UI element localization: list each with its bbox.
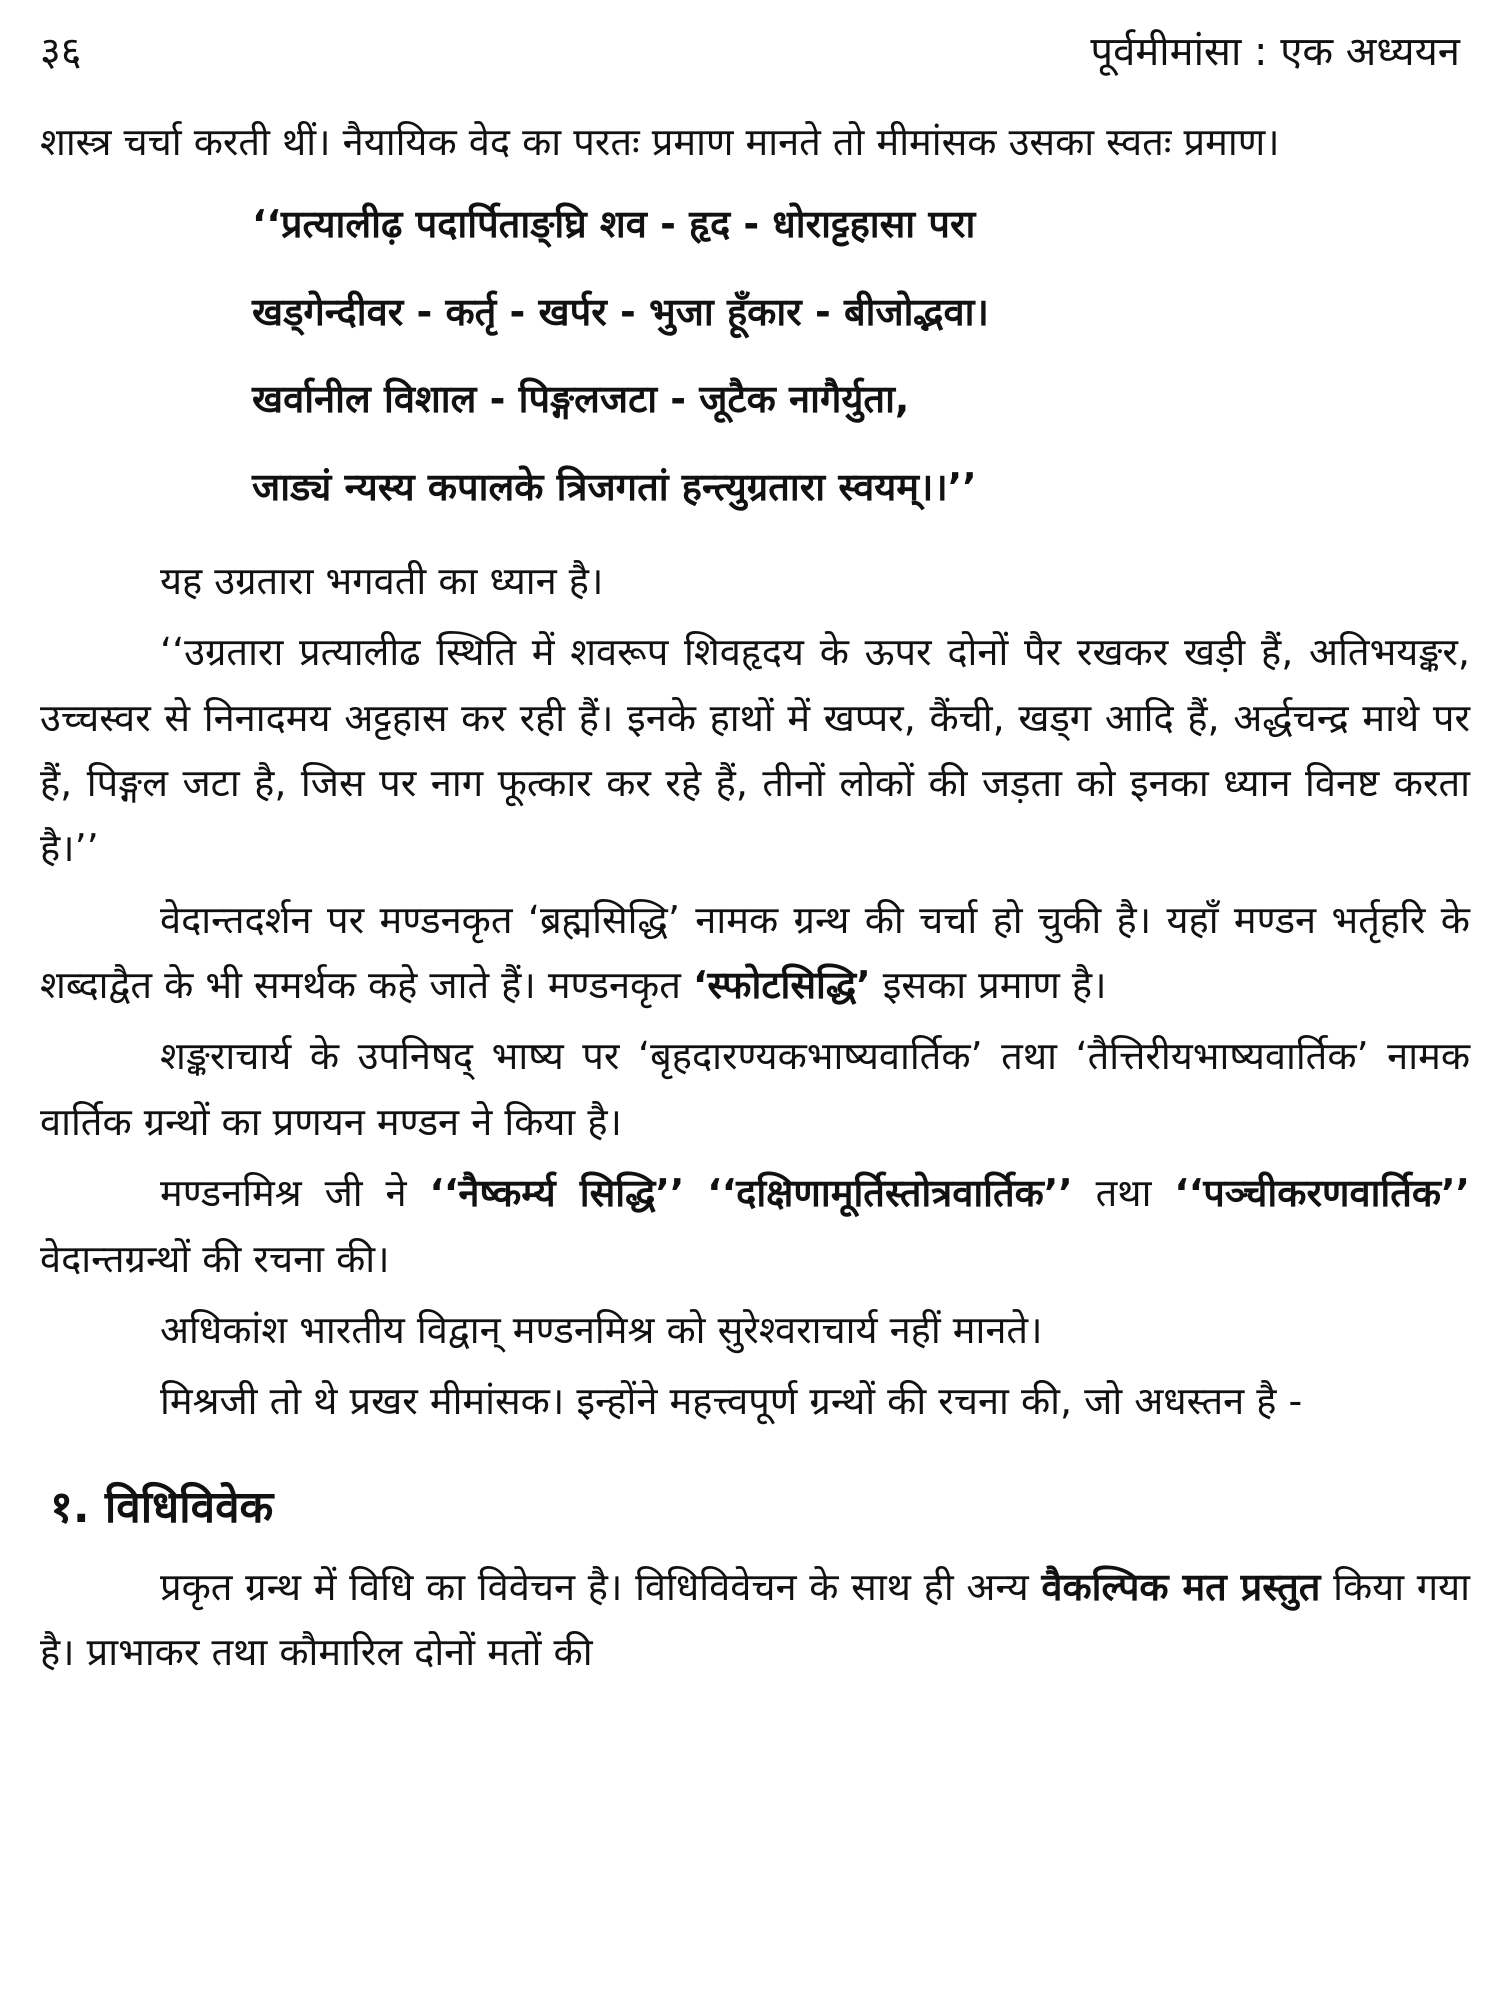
vedanta-text-2: इसका प्रमाण है। (870, 963, 1107, 1008)
vidhi-text-2: किया गया है। प्राभाकर तथा कौमारिल दोनों मतों की (40, 1564, 1471, 1674)
page-number: ३६ (40, 29, 82, 75)
page-body (40, 110, 1470, 1691)
vidhi-bold-phrase: वैकल्पिक मत प्रस्तुत (1041, 1564, 1321, 1609)
intro-paragraph: शास्त्र चर्चा करती थीं। नैयायिक वेद का परतः प्रमाण मानते तो मीमांसक उसका स्वतः प्रमाण। (40, 120, 1280, 164)
verse-line-3: खर्वानील विशाल - पिङ्गलजटा - जूटैक नागैर्युता, (252, 377, 910, 422)
dakshinamurti-title: ‘‘दक्षिणामूर्तिस्तोत्रवार्तिक’’ (707, 1171, 1073, 1216)
dhyan-paragraph: यह उग्रतारा भगवती का ध्यान है। (160, 558, 604, 603)
works-text-3: तथा (1072, 1171, 1175, 1216)
vedanta-text-1: वेदान्तदर्शन पर मण्डनकृत ‘ब्रह्मसिद्धि’ नामक ग्रन्थ की चर्चा हो चुकी है। यहाँ मण्डन भर्तृहरि के शब्दाद्वैत के भी समर्थक कहे जाते हैं। मण्डनकृत (40, 897, 1470, 1008)
verse-line-1: ‘‘प्रत्यालीढ़ पदार्पिताङ्घ्रि शव - हृद - धोराट्टहासा परा (252, 202, 976, 247)
verse-line-4: जाड्यं न्यस्य कपालके त्रिजगतां हन्त्युग्रतारा स्वयम्।।’’ (252, 464, 977, 509)
works-text-1: मण्डनमिश्र जी ने (160, 1171, 430, 1216)
page-header (40, 22, 1460, 82)
section-heading: १. विधिविवेक (50, 1481, 274, 1533)
panchikarana-title: ‘‘पञ्चीकरणवार्तिक’’ (1174, 1171, 1470, 1216)
scholars-paragraph: अधिकांश भारतीय विद्वान् मण्डनमिश्र को सुरेश्वराचार्य नहीं मानते। (160, 1307, 1043, 1352)
works-text-4: वेदान्तग्रन्थों की रचना की। (40, 1236, 390, 1281)
sphotasiddhi-title: ‘स्फोटसिद्धि’ (692, 963, 871, 1008)
vidhi-text-1: प्रकृत ग्रन्थ में विधि का विवेचन है। विधिविवेचन के साथ ही अन्य (160, 1564, 1042, 1609)
vidhi-paragraph (40, 1555, 1470, 1686)
shankara-paragraph: शङ्कराचार्य के उपनिषद् भाष्य पर ‘बृहदारण्यकभाष्यवार्तिक’ तथा ‘तैत्तिरीयभाष्यवार्तिक’ नामक वार्तिक ग्रन्थों का प्रणयन मण्डन ने किया है। (40, 1034, 1470, 1144)
works-paragraph (40, 1161, 1470, 1292)
mishra-paragraph: मिश्रजी तो थे प्रखर मीमांसक। इन्होंने महत्त्वपूर्ण ग्रन्थों की रचना की, जो अधस्तन है - (160, 1379, 1303, 1424)
vedanta-paragraph (40, 888, 1470, 1019)
quote-paragraph: ‘‘उग्रतारा प्रत्यालीढ स्थिति में शवरूप शिवहृदय के ऊपर दोनों पैर रखकर खड़ी हैं, अतिभयङ्कर, उच्चस्वर से निनादमय अट्टहास कर रही हैं। इनके हाथों में खप्पर, कैंची, खड्ग आदि हैं, अर्द्धचन्द्र माथे पर हैं, पिङ्गल जटा है, जिस पर नाग फूत्कार कर रहे हैं, तीनों लोकों की जड़ता को इनका ध्यान विनष्ट करता है।’’ (40, 630, 1470, 871)
sanskrit-verse (252, 181, 1470, 531)
naishkarmya-title: ‘‘नैष्कर्म्य सिद्धि’’ (429, 1171, 685, 1216)
works-text-2 (684, 1171, 707, 1215)
running-title: पूर्वमीमांसा : एक अध्ययन (1090, 29, 1460, 75)
verse-line-2: खड्गेन्दीवर - कर्तृ - खर्पर - भुजा हूँकार - बीजोद्भवा। (252, 289, 989, 334)
